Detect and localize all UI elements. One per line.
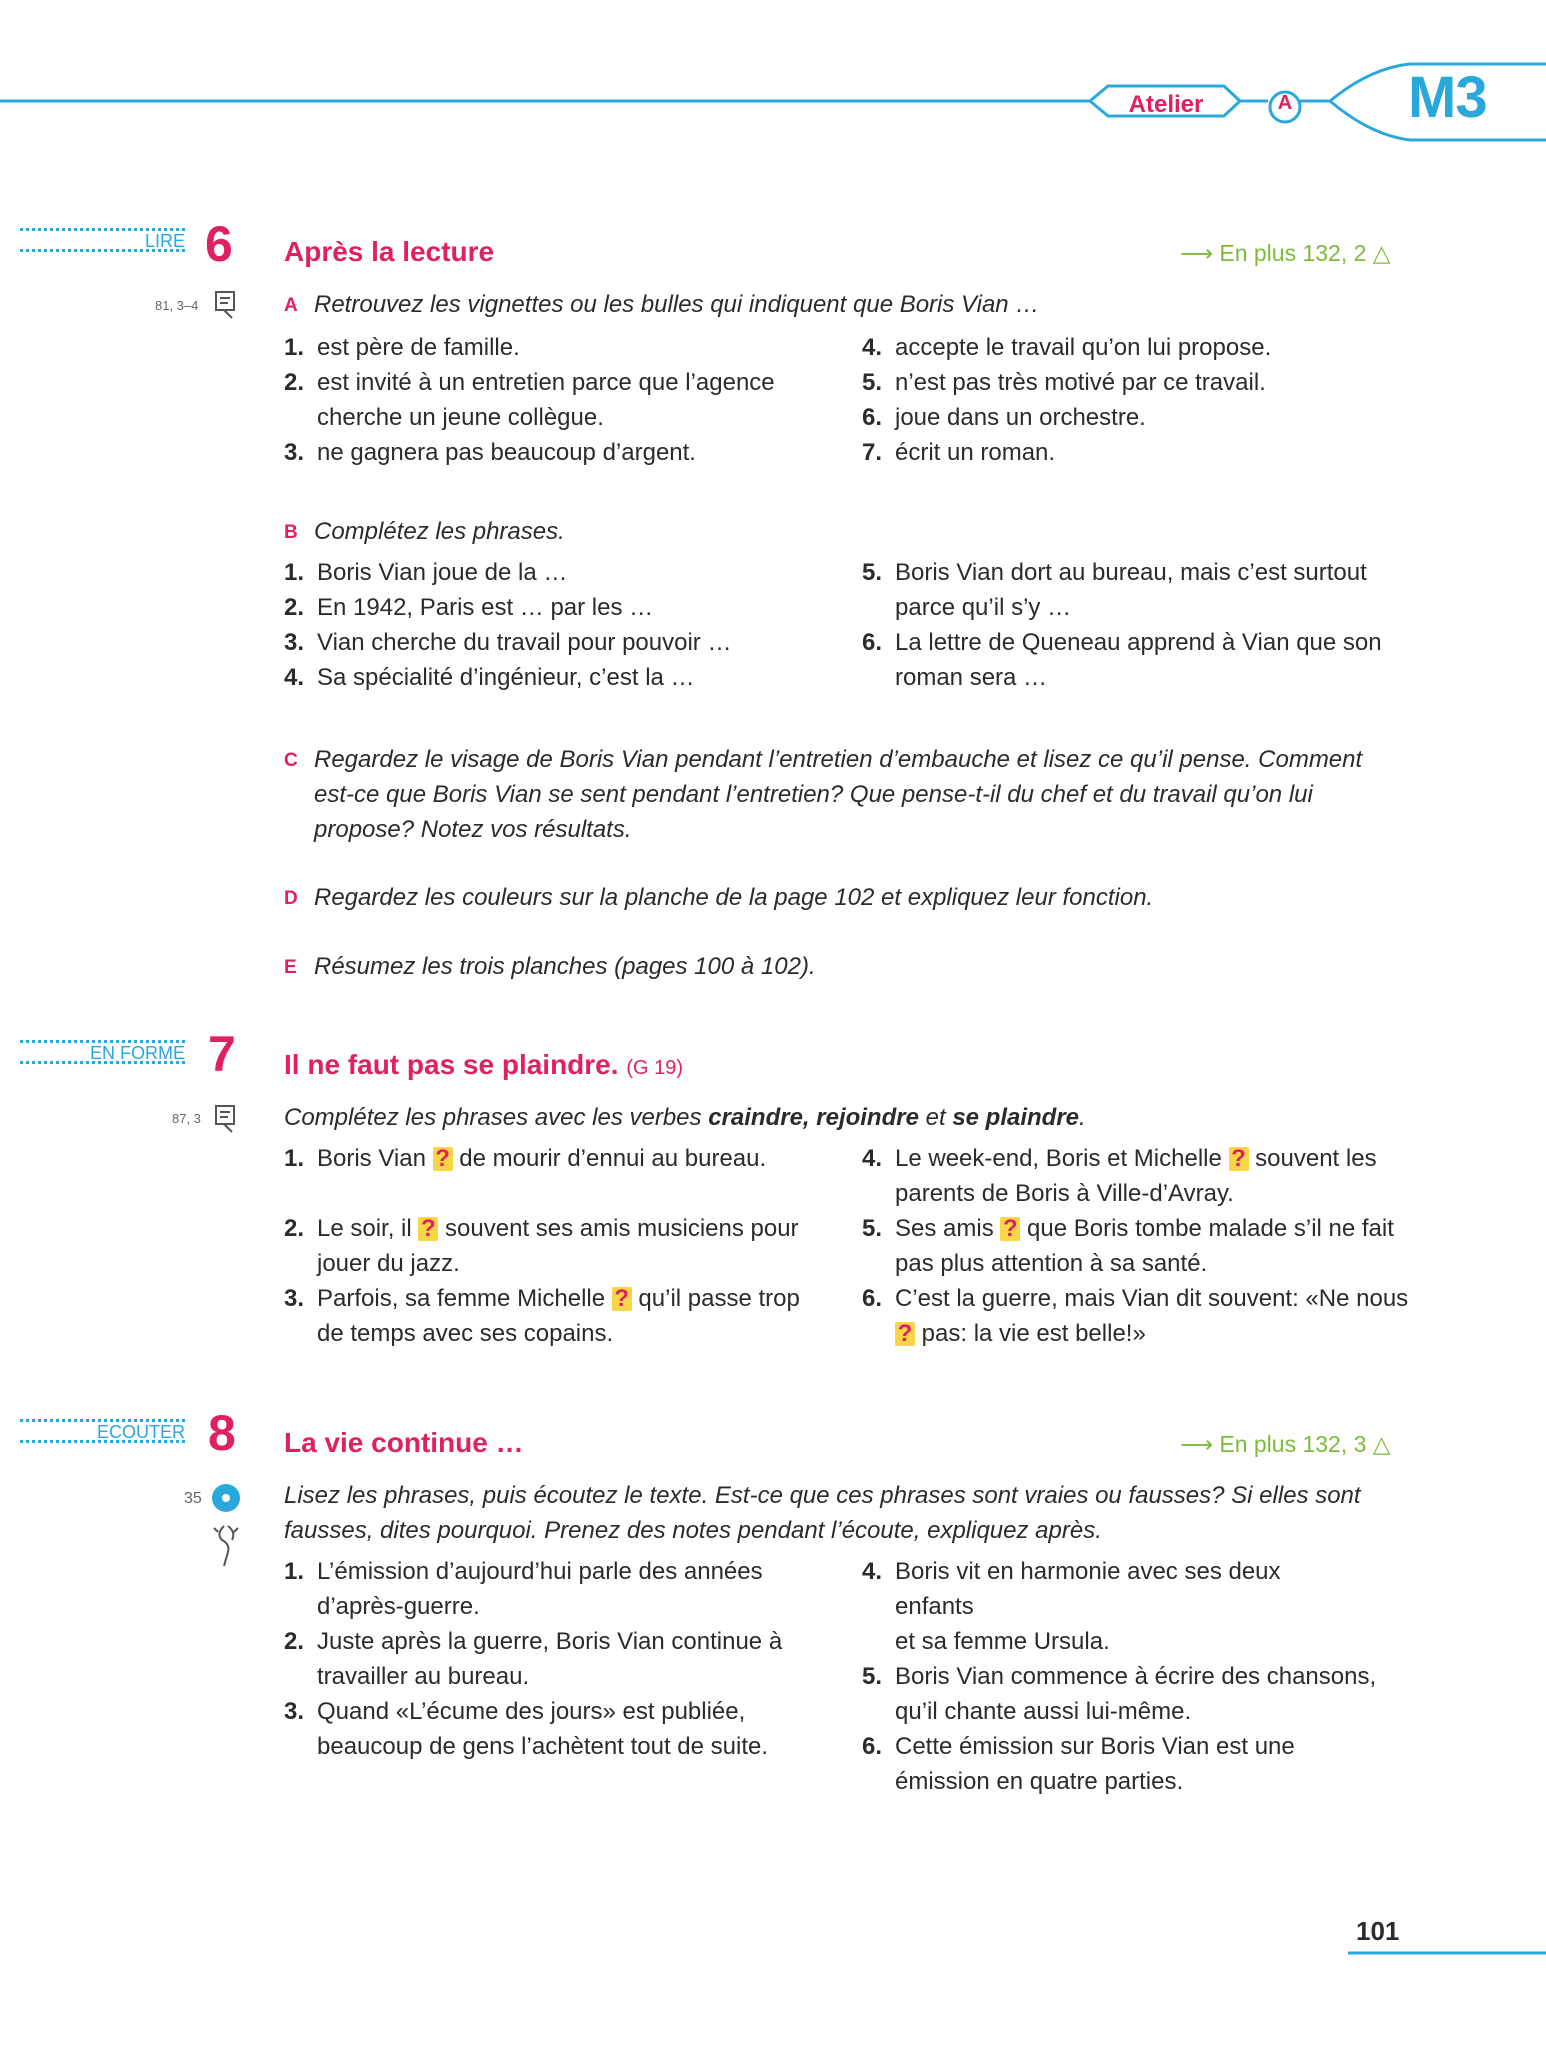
list-item: 4. accepte le travail qu’on lui propose. [862, 334, 1272, 361]
list-item: 2. Juste après la guerre, Boris Vian continue à travailler au bureau. [284, 1628, 783, 1690]
footer-rule [1348, 1950, 1546, 1956]
list-item: 4. Le week-end, Boris et Michelle ? souvent les parents de Boris à Ville-d’Avray. [862, 1145, 1377, 1207]
exercise-number: 8 [208, 1405, 236, 1461]
blank-marker[interactable]: ? [433, 1147, 453, 1171]
list-item-continuation: et sa femme Ursula. [895, 1628, 1110, 1655]
task-c-instruction: Regardez le visage de Boris Vian pendant l’entretien d’embauche et lisez ce qu’il pense. Comment est-ce que Boris Vian se sent pendant l’entretien? Que pense-t-il du chef et du travail qu’on lui propose? Notez vos résultats. [314, 746, 1363, 843]
task-e-instruction: Résumez les trois planches (pages 100 à 102). [314, 953, 816, 980]
exercise-category: LIRE [144, 231, 185, 251]
list-item: 3. Vian cherche du travail pour pouvoir … [284, 629, 732, 656]
list-item: 3. ne gagnera pas beaucoup d’argent. [284, 439, 696, 466]
list-item: 7. écrit un roman. [862, 439, 1056, 466]
list-item: 2. Le soir, il ? souvent ses amis musiciens pour jouer du jazz. [284, 1215, 799, 1277]
list-item: 6. C’est la guerre, mais Vian dit souvent: «Ne nous ? pas: la vie est belle!» [862, 1285, 1409, 1347]
exercise-7-instruction: Complétez les phrases avec les verbes craindre, rejoindre et se plaindre. [284, 1104, 1086, 1131]
workbook-icon [214, 290, 238, 320]
task-letter-d: D [284, 888, 298, 909]
atelier-label: Atelier [1128, 91, 1204, 118]
exercise-8-instruction: Lisez les phrases, puis écoutez le texte. Est-ce que ces phrases sont vraies ou fausses? Si elles sont fausses, dites pourquoi. Prenez des notes pendant l’écoute, expliquez après. [284, 1482, 1361, 1544]
audio-cd-icon[interactable] [210, 1482, 250, 1572]
module-label: M3 [1408, 65, 1487, 130]
workbook-icon [214, 1104, 238, 1134]
exercise-category: EN FORME [89, 1043, 185, 1063]
list-item: 3. Quand «L’écume des jours» est publiée, beaucoup de gens l’achètent tout de suite. [284, 1698, 769, 1760]
exercise-number: 6 [205, 216, 233, 272]
list-item: 5. Ses amis ? que Boris tombe malade s’il ne fait pas plus attention à sa santé. [862, 1215, 1394, 1277]
task-b-instruction: Complétez les phrases. [314, 518, 565, 545]
list-item: 5. Boris Vian commence à écrire des chansons, qu’il chante aussi lui-même. [862, 1663, 1377, 1725]
blank-marker[interactable]: ? [895, 1322, 915, 1346]
list-item: 1. Boris Vian joue de la … [284, 559, 568, 586]
list-item: 4. Boris vit en harmonie avec ses deux enfants [862, 1558, 1281, 1620]
task-a-instruction: Retrouvez les vignettes ou les bulles qui indiquent que Boris Vian … [314, 291, 1040, 318]
list-item: 5. n’est pas très motivé par ce travail. [862, 369, 1266, 396]
task-letter-a: A [284, 295, 298, 316]
blank-marker[interactable]: ? [612, 1287, 632, 1311]
exercise-title: Il ne faut pas se plaindre. (G 19) [284, 1049, 684, 1080]
exercise-category: ECOUTER [96, 1422, 185, 1442]
exercise-number: 7 [208, 1026, 236, 1082]
exercise-title: Après la lecture [284, 236, 495, 267]
list-item: 1. est père de famille. [284, 334, 520, 361]
task-d-instruction: Regardez les couleurs sur la planche de la page 102 et expliquez leur fonction. [314, 884, 1154, 911]
list-item: 5. Boris Vian dort au bureau, mais c’est surtout parce qu’il s’y … [862, 559, 1367, 621]
header-banner [0, 0, 1546, 150]
list-item: 4. Sa spécialité d’ingénieur, c’est la … [284, 664, 695, 691]
exercise-title: La vie continue … [284, 1427, 524, 1458]
en-plus-link[interactable]: ⟶ En plus 132, 3 △ [1180, 1431, 1391, 1457]
list-item: 2. est invité à un entretien parce que l’agence cherche un jeune collègue. [284, 369, 775, 431]
audio-track-number: 35 [184, 1490, 202, 1507]
task-letter-c: C [284, 750, 298, 771]
list-item: 1. L’émission d’aujourd’hui parle des années d’après-guerre. [284, 1558, 763, 1620]
task-letter-e: E [284, 957, 297, 978]
list-item: 6. joue dans un orchestre. [862, 404, 1146, 431]
list-item: 2. En 1942, Paris est … par les … [284, 594, 654, 621]
atelier-letter: A [1277, 92, 1293, 114]
workbook-reference: 87, 3 [172, 1111, 201, 1126]
list-item: 6. Cette émission sur Boris Vian est une émission en quatre parties. [862, 1733, 1295, 1795]
list-item: 6. La lettre de Queneau apprend à Vian que son roman sera … [862, 629, 1382, 691]
blank-marker[interactable]: ? [1229, 1147, 1249, 1171]
grammar-reference: (G 19) [626, 1057, 684, 1079]
workbook-reference: 81, 3–4 [155, 298, 199, 313]
blank-marker[interactable]: ? [1000, 1217, 1020, 1241]
list-item: 3. Parfois, sa femme Michelle ? qu’il passe trop de temps avec ses copains. [284, 1285, 800, 1347]
en-plus-link[interactable]: ⟶ En plus 132, 2 △ [1180, 240, 1391, 266]
task-letter-b: B [284, 522, 298, 543]
blank-marker[interactable]: ? [418, 1217, 438, 1241]
page-number: 101 [1356, 1916, 1400, 1946]
list-item: 1. Boris Vian ? de mourir d’ennui au bureau. [284, 1145, 767, 1172]
